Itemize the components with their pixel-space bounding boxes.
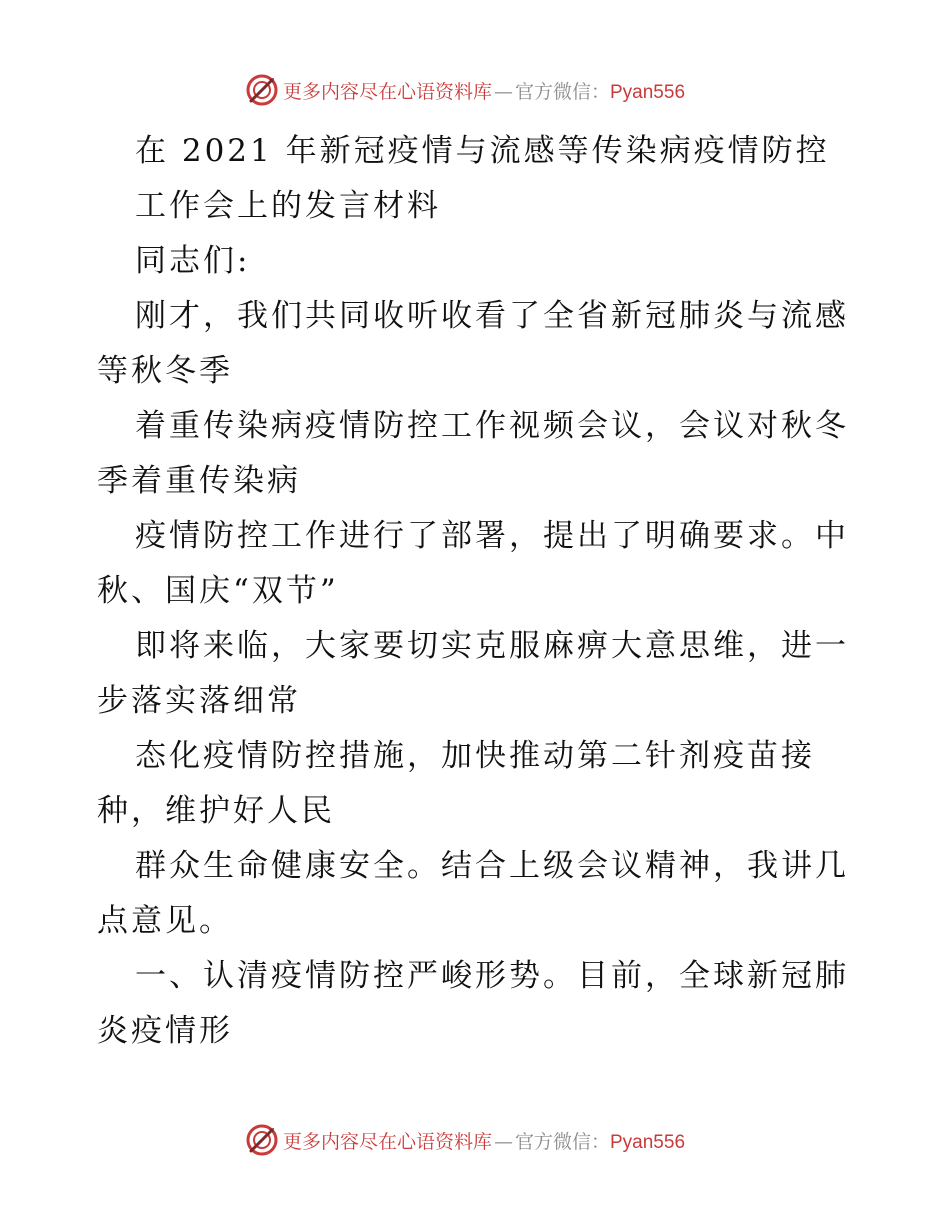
- text-line: 种，维护好人民: [97, 793, 335, 829]
- header-watermark: [0, 70, 950, 110]
- text-line: 一、认清疫情防控严峻形势。目前，全球新冠肺: [135, 958, 849, 994]
- watermark-account: Pyan556: [610, 1131, 686, 1153]
- document-body: [97, 124, 857, 1059]
- text-line: 点意见。: [97, 903, 233, 939]
- watermark-account: Pyan556: [610, 81, 686, 103]
- watermark-channel: 官方微信：: [514, 1130, 610, 1153]
- text-line: 着重传染病疫情防控工作视频会议，会议对秋冬: [135, 408, 849, 444]
- text-line: 群众生命健康安全。结合上级会议精神，我讲几: [135, 848, 849, 884]
- text-line: 即将来临，大家要切实克服麻痹大意思维，进一: [135, 628, 849, 664]
- watermark-channel: 官方微信：: [514, 80, 610, 103]
- text-line: 疫情防控工作进行了部署，提出了明确要求。中: [135, 518, 849, 554]
- footer-watermark: [0, 1120, 950, 1160]
- text-line: 季着重传染病: [97, 463, 301, 499]
- text-line: 等秋冬季: [97, 353, 233, 389]
- text-line: 同志们:: [135, 243, 251, 279]
- watermark-separator: —: [493, 1130, 513, 1153]
- text-line: 秋、国庆“双节”: [97, 573, 339, 609]
- text-line: 炎疫情形: [97, 1013, 233, 1049]
- text-line: 在 2021 年新冠疫情与流感等传染病疫情防控: [135, 133, 830, 169]
- watermark-brand: 更多内容尽在心语资料库: [282, 1130, 492, 1153]
- brand-logo-icon: [245, 73, 279, 107]
- watermark-separator: —: [493, 80, 513, 103]
- text-line: 刚才，我们共同收听收看了全省新冠肺炎与流感: [135, 298, 849, 334]
- text-line: 态化疫情防控措施，加快推动第二针剂疫苗接: [135, 738, 815, 774]
- brand-logo-icon: [245, 1123, 279, 1157]
- text-line: 步落实落细常: [97, 683, 301, 719]
- watermark-brand: 更多内容尽在心语资料库: [282, 80, 492, 103]
- text-line: 工作会上的发言材料: [135, 188, 441, 224]
